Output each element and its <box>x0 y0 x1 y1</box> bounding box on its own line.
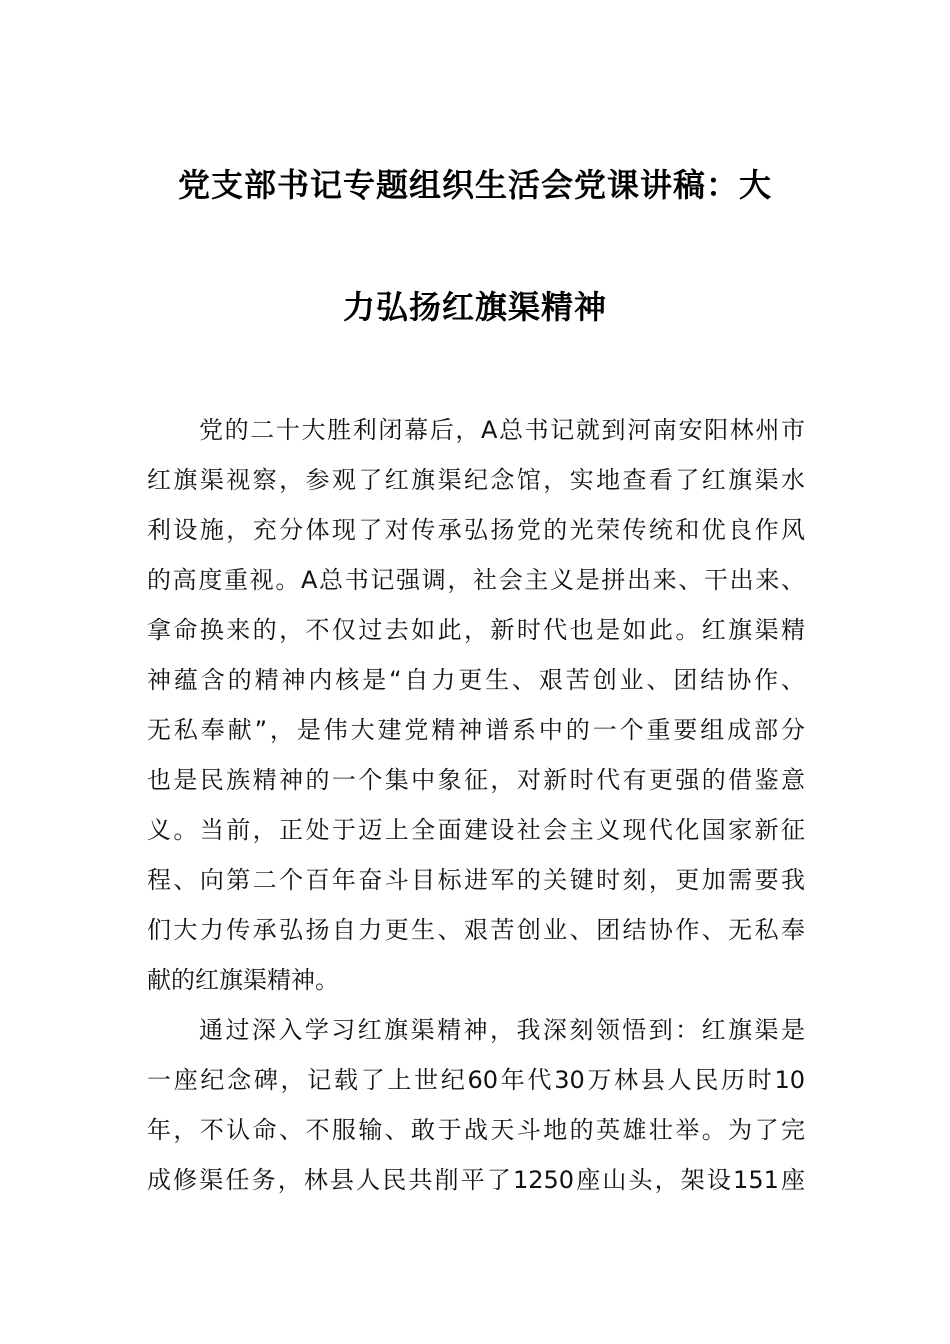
paragraph-line: 年，不认命、不服输、敢于战天斗地的英雄壮举。为了完 <box>147 1116 805 1144</box>
paragraph-line: 利设施，充分体现了对传承弘扬党的光荣传统和优良作风 <box>147 516 805 544</box>
paragraph-line: 神蕴含的精神内核是“自力更生、艰苦创业、团结协作、 <box>147 666 805 694</box>
paragraph-line: 们大力传承弘扬自力更生、艰苦创业、团结协作、无私奉 <box>147 916 805 944</box>
document-title-line-2: 力弘扬红旗渠精神 <box>342 288 607 326</box>
paragraph-line: 义。当前，正处于迈上全面建设社会主义现代化国家新征 <box>147 816 805 844</box>
paragraph-line: 的高度重视。A总书记强调，社会主义是拼出来、干出来、 <box>147 566 805 594</box>
paragraph-line: 献的红旗渠精神。 <box>147 966 339 994</box>
document-title-line-1: 党支部书记专题组织生活会党课讲稿：大 <box>177 166 772 204</box>
paragraph-line: 成修渠任务，林县人民共削平了1250座山头，架设151座 <box>147 1166 805 1194</box>
paragraph-1 <box>147 405 805 1005</box>
paragraph-line: 一座纪念碑，记载了上世纪60年代30万林县人民历时10 <box>147 1066 805 1094</box>
paragraph-line: 红旗渠视察，参观了红旗渠纪念馆，实地查看了红旗渠水 <box>147 466 805 494</box>
paragraph-2 <box>147 1005 805 1205</box>
paragraph-line: 党的二十大胜利闭幕后，A总书记就到河南安阳林州市 <box>199 416 805 444</box>
paragraph-line: 通过深入学习红旗渠精神，我深刻领悟到：红旗渠是 <box>199 1016 805 1044</box>
paragraph-line: 也是民族精神的一个集中象征，对新时代有更强的借鉴意 <box>147 766 805 794</box>
paragraph-line: 无私奉献”，是伟大建党精神谱系中的一个重要组成部分 <box>147 716 805 744</box>
paragraph-line: 拿命换来的，不仅过去如此，新时代也是如此。红旗渠精 <box>147 616 805 644</box>
paragraph-line: 程、向第二个百年奋斗目标进军的关键时刻，更加需要我 <box>147 866 805 894</box>
